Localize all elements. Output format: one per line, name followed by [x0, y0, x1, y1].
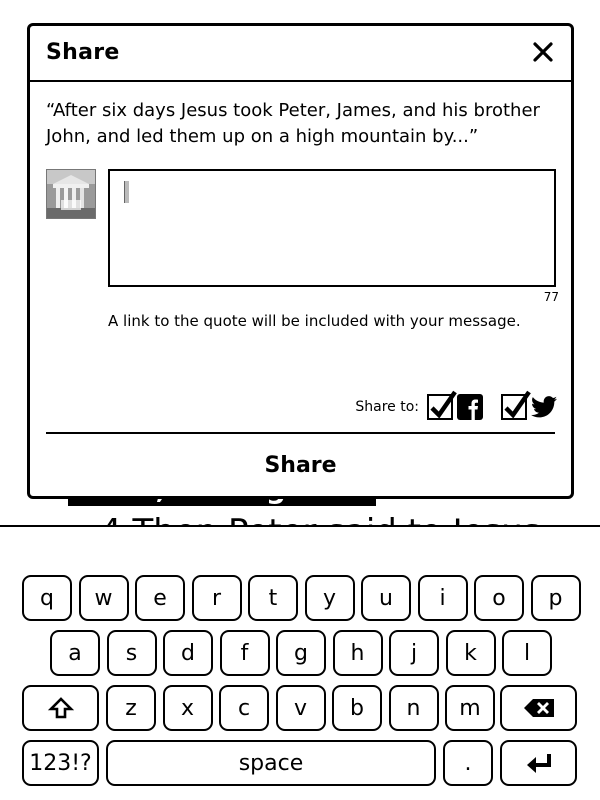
key-o[interactable]: o — [474, 575, 524, 621]
twitter-icon — [531, 394, 557, 420]
backspace-icon — [523, 698, 555, 718]
key-r[interactable]: r — [192, 575, 242, 621]
key-m[interactable]: m — [445, 685, 495, 731]
key-w[interactable]: w — [79, 575, 129, 621]
key-z[interactable]: z — [106, 685, 156, 731]
facebook-icon — [457, 394, 483, 420]
share-to-label: Share to: — [355, 399, 419, 415]
period-key[interactable]: . — [443, 740, 493, 786]
text-cursor — [124, 181, 129, 203]
key-x[interactable]: x — [163, 685, 213, 731]
dialog-header — [30, 26, 571, 82]
enter-icon — [525, 752, 553, 774]
message-input[interactable] — [108, 169, 556, 287]
shift-key[interactable] — [22, 685, 99, 731]
space-key[interactable]: space — [106, 740, 436, 786]
on-screen-keyboard — [0, 565, 600, 800]
key-l[interactable]: l — [502, 630, 552, 676]
key-p[interactable]: p — [531, 575, 581, 621]
twitter-checkbox[interactable] — [501, 394, 527, 420]
key-v[interactable]: v — [276, 685, 326, 731]
key-j[interactable]: j — [389, 630, 439, 676]
dialog-divider — [46, 432, 555, 434]
background-text-line — [100, 508, 480, 526]
key-e[interactable]: e — [135, 575, 185, 621]
share-dialog — [27, 23, 574, 499]
quote-text: “After six days Jesus took Peter, James, and his brother John, and led them up on a high mountain by...” — [46, 100, 540, 147]
keyboard-input-strip — [0, 525, 600, 567]
close-icon — [533, 42, 553, 62]
key-a[interactable]: a — [50, 630, 100, 676]
key-d[interactable]: d — [163, 630, 213, 676]
facebook-checkbox[interactable] — [427, 394, 453, 420]
key-u[interactable]: u — [361, 575, 411, 621]
shift-icon — [49, 697, 73, 719]
key-g[interactable]: g — [276, 630, 326, 676]
key-n[interactable]: n — [389, 685, 439, 731]
checkmark-icon — [427, 388, 459, 422]
close-button[interactable] — [529, 38, 557, 66]
key-i[interactable]: i — [418, 575, 468, 621]
key-b[interactable]: b — [332, 685, 382, 731]
key-q[interactable]: q — [22, 575, 72, 621]
checkmark-icon — [501, 388, 533, 422]
share-button[interactable]: Share — [264, 452, 337, 478]
enter-key[interactable] — [500, 740, 577, 786]
share-to-row — [355, 391, 557, 423]
key-y[interactable]: y — [305, 575, 355, 621]
numbers-key[interactable]: 123!? — [22, 740, 99, 786]
avatar — [46, 169, 96, 219]
key-h[interactable]: h — [333, 630, 383, 676]
backspace-key[interactable] — [500, 685, 577, 731]
key-t[interactable]: t — [248, 575, 298, 621]
key-s[interactable]: s — [107, 630, 157, 676]
key-f[interactable]: f — [220, 630, 270, 676]
key-k[interactable]: k — [446, 630, 496, 676]
character-count: 77 — [543, 290, 559, 304]
link-note: A link to the quote will be included with your message. — [108, 312, 521, 330]
dialog-title: Share — [46, 40, 120, 65]
key-c[interactable]: c — [219, 685, 269, 731]
